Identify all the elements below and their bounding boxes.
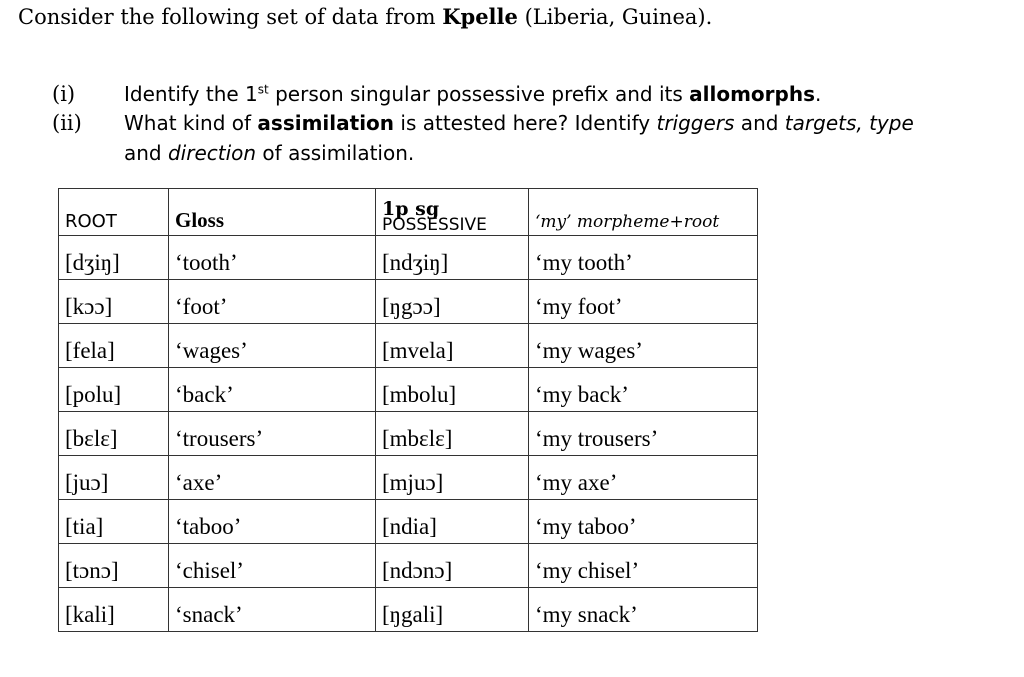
- table-row: [59, 456, 758, 500]
- possessive-cell-text: [ŋgali]: [382, 602, 444, 627]
- root-cell: [59, 236, 169, 280]
- gloss-cell-text: ‘axe’: [175, 470, 223, 495]
- q1-text-b: person singular possessive prefix and its: [268, 82, 690, 106]
- my-form-cell: [529, 456, 758, 500]
- q2-text-c: and: [734, 111, 785, 135]
- table-row: [59, 368, 758, 412]
- q2-line2-b: of assimilation.: [256, 141, 415, 165]
- possessive-cell: [376, 324, 529, 368]
- root-cell: [59, 412, 169, 456]
- possessive-cell-text: [ndʒiŋ]: [382, 250, 449, 275]
- q1-superscript: st: [257, 82, 269, 97]
- root-cell: [59, 456, 169, 500]
- header-root-label: ROOT: [65, 211, 117, 232]
- gloss-cell-text: ‘wages’: [175, 338, 248, 363]
- root-cell-text: [dʒiŋ]: [65, 250, 120, 275]
- question-number: (i): [52, 82, 76, 106]
- my-form-cell-text: ‘my wages’: [535, 338, 643, 363]
- kpelle-data-table: [58, 188, 758, 632]
- my-form-cell: [529, 368, 758, 412]
- header-possessive-line2: POSSESSIVE: [382, 215, 487, 235]
- my-form-cell-text: ‘my axe’: [535, 470, 618, 495]
- root-cell-text: [kɔɔ]: [65, 294, 113, 319]
- possessive-cell: [376, 456, 529, 500]
- my-form-cell-text: ‘my chisel’: [535, 558, 640, 583]
- gloss-cell-text: ‘trousers’: [175, 426, 264, 451]
- header-root: [59, 189, 169, 236]
- possessive-cell-text: [ŋgɔɔ]: [382, 294, 441, 319]
- gloss-cell-text: ‘foot’: [175, 294, 228, 319]
- my-form-cell-text: ‘my taboo’: [535, 514, 637, 539]
- possessive-cell-text: [mbolu]: [382, 382, 457, 407]
- root-cell: [59, 280, 169, 324]
- root-cell: [59, 324, 169, 368]
- header-gloss: [169, 189, 376, 236]
- root-cell-text: [tia]: [65, 514, 104, 539]
- possessive-cell: [376, 236, 529, 280]
- possessive-cell: [376, 368, 529, 412]
- table-row: [59, 280, 758, 324]
- root-cell: [59, 588, 169, 632]
- question-number: (ii): [52, 111, 82, 135]
- my-form-cell-text: ‘my snack’: [535, 602, 638, 627]
- gloss-cell: [169, 368, 376, 412]
- root-cell-text: [kali]: [65, 602, 115, 627]
- possessive-cell: [376, 588, 529, 632]
- root-cell-text: [bɛlɛ]: [65, 426, 118, 451]
- gloss-cell: [169, 544, 376, 588]
- q2-italic-direction: direction: [167, 141, 257, 165]
- possessive-cell-text: [mvela]: [382, 338, 454, 363]
- header-possessive: [376, 189, 529, 236]
- my-form-cell: [529, 412, 758, 456]
- possessive-cell-text: [ndɔnɔ]: [382, 558, 453, 583]
- my-form-cell: [529, 588, 758, 632]
- my-form-cell: [529, 324, 758, 368]
- gloss-cell-text: ‘taboo’: [175, 514, 242, 539]
- intro-sentence: [18, 4, 712, 29]
- gloss-cell: [169, 324, 376, 368]
- my-form-cell-text: ‘my foot’: [535, 294, 623, 319]
- table-row: [59, 412, 758, 456]
- my-form-cell: [529, 500, 758, 544]
- possessive-cell-text: [mjuɔ]: [382, 470, 444, 495]
- table-row: [59, 500, 758, 544]
- q2-text-a: What kind of: [124, 111, 258, 135]
- possessive-cell: [376, 544, 529, 588]
- header-possessive-line1: 1p sg: [382, 198, 440, 220]
- table-row: [59, 236, 758, 280]
- question-text: [124, 141, 414, 165]
- possessive-cell: [376, 280, 529, 324]
- table-row: [59, 324, 758, 368]
- my-form-cell-text: ‘my tooth’: [535, 250, 633, 275]
- gloss-cell-text: ‘tooth’: [175, 250, 238, 275]
- my-form-cell: [529, 544, 758, 588]
- question-text: [124, 82, 821, 106]
- language-name: Kpelle: [442, 4, 518, 29]
- gloss-cell: [169, 280, 376, 324]
- table-row: [59, 544, 758, 588]
- my-form-cell: [529, 236, 758, 280]
- root-cell-text: [polu]: [65, 382, 122, 407]
- root-cell: [59, 500, 169, 544]
- q2-italic-triggers: triggers: [656, 111, 735, 135]
- possessive-cell: [376, 500, 529, 544]
- header-possessive-label: [382, 198, 528, 235]
- q2-line2-a: and: [124, 141, 168, 165]
- header-gloss-label: Gloss: [175, 208, 225, 232]
- gloss-cell: [169, 500, 376, 544]
- gloss-cell: [169, 588, 376, 632]
- q1-text-c: .: [814, 82, 822, 106]
- gloss-cell-text: ‘snack’: [175, 602, 243, 627]
- root-cell-text: [fela]: [65, 338, 115, 363]
- table-body: [59, 236, 758, 632]
- gloss-cell-text: ‘back’: [175, 382, 234, 407]
- q2-text-b: is attested here? Identify: [394, 111, 657, 135]
- root-cell: [59, 544, 169, 588]
- table-row: [59, 588, 758, 632]
- root-cell-text: [tɔnɔ]: [65, 558, 119, 583]
- intro-suffix: (Liberia, Guinea).: [517, 5, 713, 29]
- q1-text-a: Identify the 1: [124, 82, 258, 106]
- my-form-cell-text: ‘my back’: [535, 382, 629, 407]
- intro-prefix: Consider the following set of data from: [18, 5, 443, 29]
- possessive-cell-text: [mbɛlɛ]: [382, 426, 453, 451]
- q2-italic-targets: targets, type: [784, 111, 914, 135]
- possessive-cell-text: [ndia]: [382, 514, 437, 539]
- my-form-cell: [529, 280, 758, 324]
- possessive-cell: [376, 412, 529, 456]
- question-text: [124, 111, 914, 135]
- gloss-cell-text: ‘chisel’: [175, 558, 244, 583]
- header-my-label: ‘my’ morpheme+root: [535, 212, 720, 232]
- my-form-cell-text: ‘my trousers’: [535, 426, 659, 451]
- table-header-row: [59, 189, 758, 236]
- q2-bold: assimilation: [257, 111, 395, 135]
- header-my-morpheme: [529, 189, 758, 236]
- q1-bold: allomorphs: [689, 82, 815, 106]
- gloss-cell: [169, 412, 376, 456]
- root-cell: [59, 368, 169, 412]
- gloss-cell: [169, 236, 376, 280]
- gloss-cell: [169, 456, 376, 500]
- root-cell-text: [juɔ]: [65, 470, 109, 495]
